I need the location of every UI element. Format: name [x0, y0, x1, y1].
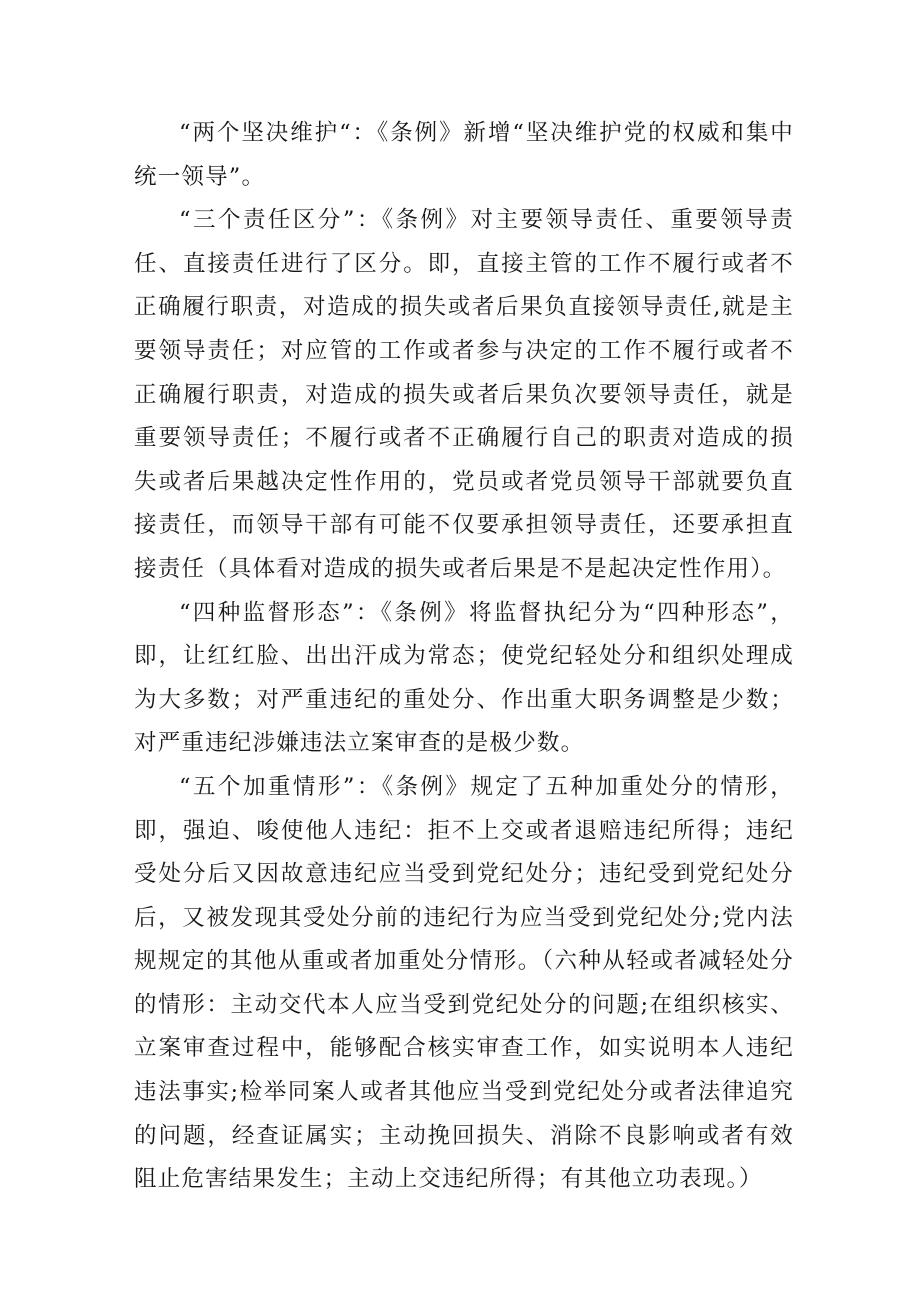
paragraph-two-resolute-safeguards: “两个坚决维护“：《条例》新增“坚决维护党的权威和集中统一领导”。 [134, 120, 794, 190]
paragraph-four-supervision-forms: “四种监督形态”：《条例》将监督执纪分为“四种形态”，即，让红红脸、出出汗成为常态；使党纪轻处分和组织处理成为大多数；对严重违纪的重处分、作出重大职务调整是少数；对严重违纪涉嫌违法立案审查的是极少数。 [134, 599, 794, 757]
paragraph-three-responsibility-distinctions: “三个责任区分”：《条例》对主要领导责任、重要领导责任、直接责任进行了区分。即，直接主管的工作不履行或者不正确履行职责，对造成的损失或者后果负直接领导责任,就是主要领导责任；对应管的工作或者参与决定的工作不履行或者不正确履行职责，对造成的损失或者后果负次要领导责任，就是重要领导责任；不履行或者不正确履行自己的职责对造成的损失或者后果越决定性作用的，党员或者党员领导干部就要负直接责任，而领导干部有可能不仅要承担领导责任，还要承担直接责任（具体看对造成的损失或者后果是不是起决定性作用）。 [134, 207, 794, 582]
document-body [134, 112, 794, 1202]
paragraph-five-aggravating-circumstances: “五个加重情形”：《条例》规定了五种加重处分的情形，即，强迫、唆使他人违纪：拒不上交或者退赔违纪所得；违纪受处分后又因故意违纪应当受到党纪处分；违纪受到党纪处分后，又被发现其受处分前的违纪行为应当受到党纪处分;党内法规规定的其他从重或者加重处分情形。（六种从轻或者减轻处分的情形：主动交代本人应当受到党纪处分的问题;在组织核实、立案审查过程中，能够配合核实审查工作，如实说明本人违纪违法事实;检举同案人或者其他应当受到党纪处分或者法律追究的问题，经查证属实；主动挽回损失、消除不良影响或者有效阻止危害结果发生；主动上交违纪所得；有其他立功表现。） [134, 773, 794, 1193]
